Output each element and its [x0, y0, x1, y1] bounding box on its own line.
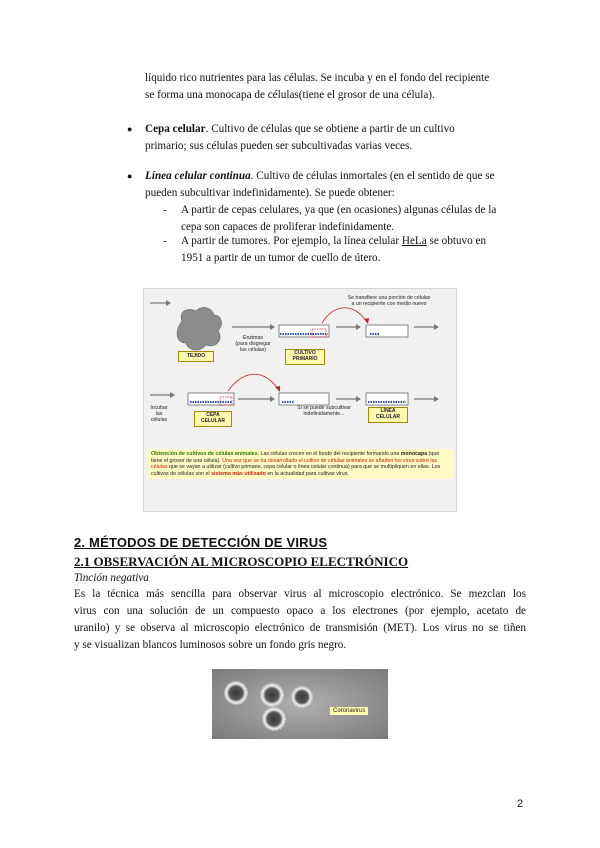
bullet-term: Línea celular continua	[145, 170, 251, 182]
bullet-term: Cepa celular	[145, 123, 206, 135]
sub-item-line: A partir de cepas celulares, ya que (en ocasiones) algunas células de la	[181, 204, 497, 216]
subsection-heading: 2.1 OBSERVACIÓN AL MICROSCOPIO ELECTRÓNICO	[74, 554, 409, 569]
incubar-label: Incubar las células	[150, 405, 168, 423]
culture-vessel	[366, 325, 408, 337]
subcultivar-label: Si se puede subcultivar indefinidamente...	[297, 405, 351, 417]
paragraph-line: uranilo) y se observa al microscopio electrónico de transmisión (MET). Los virus no se tiñen	[74, 622, 526, 634]
bullet-line	[145, 168, 525, 185]
virus-particle	[261, 684, 283, 706]
bullet-line: primario; sus células pueden ser subcultivadas varias veces.	[145, 140, 413, 152]
bullet-text: . Cultivo de células que se obtiene a partir de un cultivo	[205, 123, 455, 135]
bullet-line	[145, 121, 525, 138]
transfer-label: Se transfiere una porción de células a un recipiente con medio nuevo	[347, 295, 431, 307]
paragraph-line: líquido rico nutrientes para las células. Se incuba y en el fondo del recipiente	[145, 72, 490, 84]
culture-vessel	[279, 325, 329, 337]
virus-particle	[225, 682, 247, 704]
figure-caption: Obtención de cultivos de células animales. Las células crecen en el fondo del recipiente formando una monocapa (que tiene el grosor de una célula). Una vez que se ha desarrollado el cultivo de células animales se añaden los virus sobre las células que se vayan a utilizar (cultivo primario, cepa celular o línea celular continua) para que se multipliquen en ellas. Los cultivos de células son el sistema más utilizado en la actualidad para cultivar virus.	[148, 449, 454, 479]
micrograph-label: Coronavirus	[330, 707, 368, 715]
transfer-arrow	[228, 374, 278, 391]
coronavirus-micrograph	[212, 669, 388, 739]
paragraph-line: y se visualizan blancos luminosos sobre un fondo gris negro.	[74, 639, 347, 651]
italic-subtitle: Tinción negativa	[74, 572, 149, 584]
linea-celular-label: LÍNEA CELULAR	[368, 407, 408, 423]
cell-culture-figure	[143, 288, 457, 512]
sub-item-line: A partir de tumores. Por ejemplo, la línea celular HeLa se obtuvo en	[181, 235, 487, 247]
culture-vessel	[188, 393, 234, 405]
dash-icon: -	[163, 235, 167, 247]
virus-particle	[292, 687, 312, 707]
dash-icon: -	[163, 204, 167, 216]
culture-vessel	[366, 393, 408, 405]
section-heading: 2. MÉTODOS DE DETECCIÓN DE VIRUS	[74, 535, 328, 550]
tissue-blob	[177, 308, 221, 351]
culture-diagram	[144, 289, 456, 449]
bullet-icon: ●	[127, 124, 133, 134]
sub-item-line: 1951 a partir de un tumor de cuello de útero.	[181, 252, 381, 264]
paragraph-line: Es la técnica más sencilla para observar virus al microscopio electrónico. Se mezclan los	[74, 588, 526, 600]
paragraph-line: virus con una solución de un compuesto opaco a los electrones (por ejemplo, acetato de	[74, 605, 526, 617]
sub-item-line: cepa son capaces de proliferar indefinidamente.	[181, 221, 395, 233]
bullet-line: pueden subcultivar indefinidamente). Se puede obtener:	[145, 187, 395, 199]
hela-link[interactable]: HeLa	[401, 235, 427, 247]
micrograph-image	[212, 669, 388, 739]
transfer-arrow	[322, 308, 366, 323]
culture-vessel	[279, 393, 329, 405]
virus-particle	[263, 708, 285, 730]
bullet-icon: ●	[127, 171, 133, 181]
cultivo-primario-label: CULTIVO PRIMARIO	[285, 349, 325, 365]
cepa-celular-label: CEPA CELULAR	[194, 411, 232, 427]
bullet-text: . Cultivo de células inmortales (en el sentido de que se	[250, 170, 495, 182]
tejido-label: TEJIDO	[178, 351, 214, 362]
page-number: 2	[517, 798, 524, 810]
enzimas-label: Enzimas (para disgregar las células)	[235, 335, 271, 353]
paragraph-line: se forma una monocapa de células(tiene el grosor de una célula).	[145, 89, 435, 101]
